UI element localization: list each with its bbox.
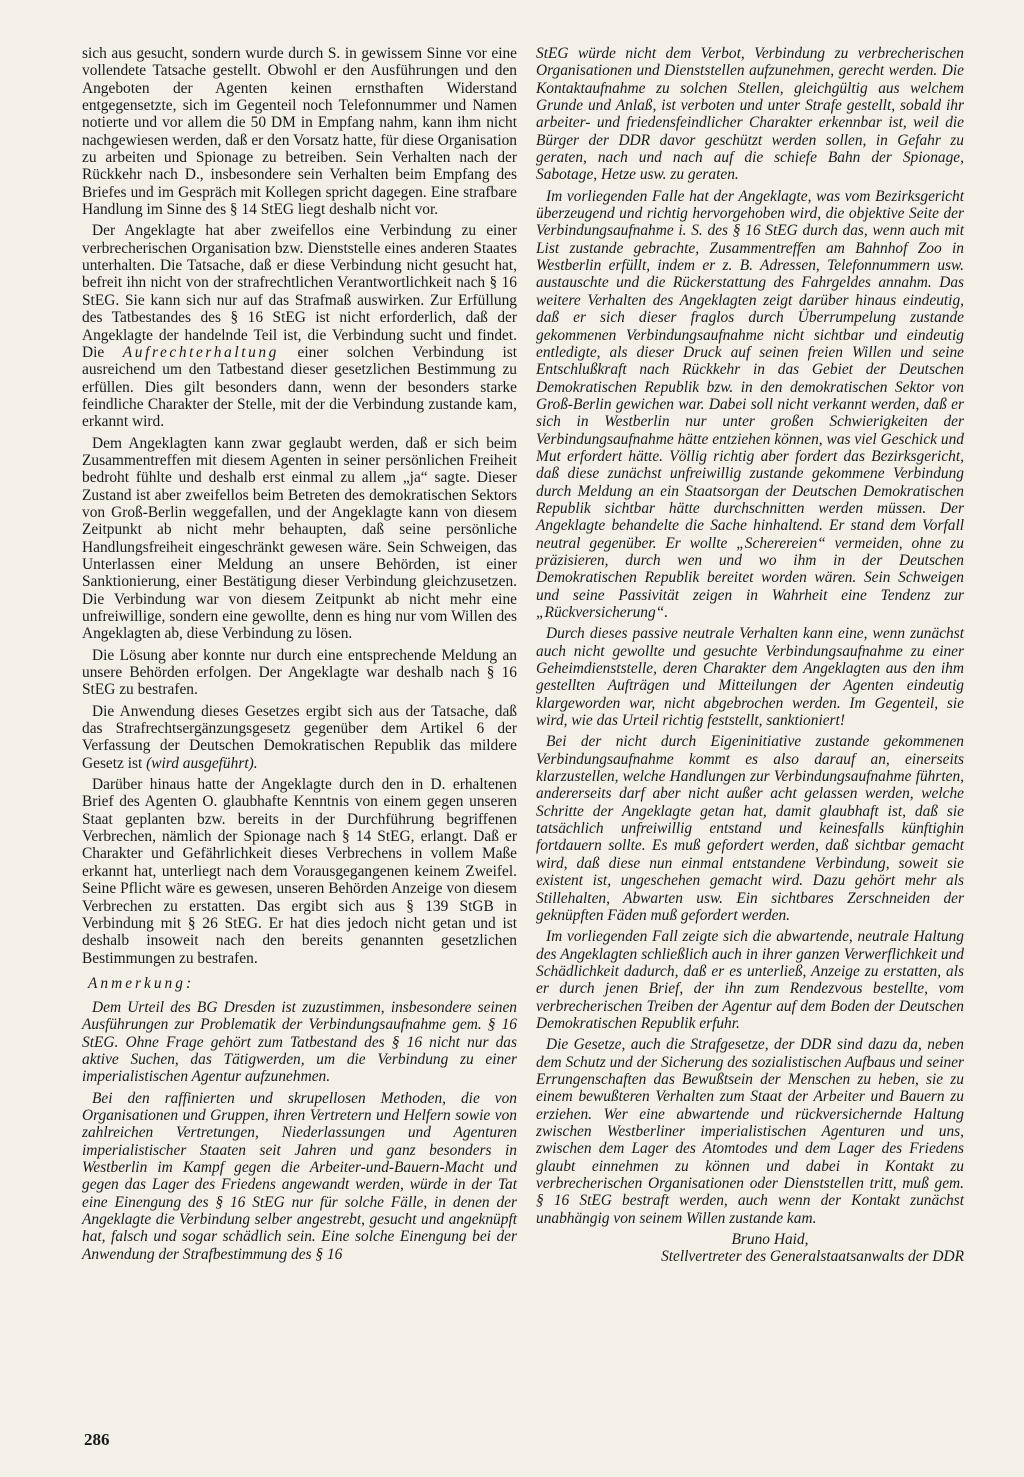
annotation-paragraph: Die Gesetze, auch die Strafgesetze, der DDR sind dazu da, neben dem Schutz und der Sicherung des sozialistischen Aufbaus und seiner Errungenschaften das Bewußtsein der Menschen zu heben, sie zu einem bewußteren Verhalten zum Staat der Arbeiter und Bauern zu erziehen. Wer eine abwartende und rückversichernde Haltung zwischen Westberliner imperialistischen Agenturen und uns, zwischen dem Lager des Atomtodes und dem Lager des Friedens glaubt einnehmen zu können und dabei in Kontakt zu verbrecherischen Organisationen oder Dienststellen tritt, muß gem. § 16 StEG bestraft werden, auch wenn der Kontakt zunächst unabhängig von seinem Willen zustande kam. bbox=[536, 1036, 964, 1227]
paragraph-text: Die Anwendung dieses Gesetzes ergibt sich aus der Tatsache, daß das Strafrechtsergänzungsgesetz gegenüber dem Artikel 6 der Verfassung der Deutschen Demokratischen Republik das mildere Gesetz ist bbox=[82, 702, 517, 772]
paragraph-text: Der Angeklagte hat aber zweifellos eine Verbindung zu einer verbrecherischen Organisation bzw. Dienststelle eines anderen Staates unterhalten. Die Tatsache, daß er diese Verbindung nicht gesucht hat, befreit ihn nicht von der strafrechtlichen Verantwortlichkeit nach § 16 StEG. Sie kann sich nur auf das Strafmaß auswirken. Zur Erfüllung des Tatbestandes des § 16 StEG ist nicht erforderlich, daß der Angeklagte der handelnde Teil ist, die Verbindung sucht und findet. Die bbox=[82, 222, 517, 361]
annotation-paragraph: Im vorliegenden Falle hat der Angeklagte, was vom Bezirksgericht überzeugend und richtig hervorgehoben wird, die objektive Seite der Verbindungsaufnahme i. S. des § 16 StEG durch das, wenn auch mit List zustande gebrachte, Zusammentreffen am Bahnhof Zoo in Westberlin erfüllt, indem er z. B. Adressen, Telefonnummern usw. austauschte und die Rückerstattung des Fahrgeldes annahm. Das weitere Verhalten des Angeklagten zeigt darüber hinaus eindeutig, daß er sich dieser fraglos durch Überrumpelung zustande gekommenen Verbindungsaufnahme nicht sichtbar und eindeutig entledigte, als dieser Druck auf seinen freien Willen und seine Entschlußkraft nach Rückkehr in das Gebiet der Deutschen Demokratischen Republik bzw. in den demokratischen Sektor von Groß-Berlin gewichen war. Dabei soll nicht verkannt werden, daß er sich in Westberlin nur unter großen Schwierigkeiten der Verbindungsaufnahme hätte entziehen können, was viel Geschick und Mut erfordert hätte. Völlig richtig aber fordert das Bezirksgericht, daß diese zunächst unfreiwillig zustande gekommene Verbindung durch Meldung an ein Staatsorgan der Deutschen Demokratischen Republik sichtbar hätte durchschnitten werden müssen. Der Angeklagte behandelte die Sache hinhaltend. Er stand dem Vorfall neutral gegenüber. Er wollte „Scherereien“ vermeiden, ohne zu präzisieren, durch wen und wo ihm in der Deutschen Demokratischen Republik bereitet worden wären. Sein Schweigen und seine Passivität zeigen in Wahrheit eine Tendenz zur „Rückversicherung“. bbox=[536, 187, 964, 621]
paragraph: Dem Angeklagten kann zwar geglaubt werden, daß er sich beim Zusammentreffen mit diesem Agenten in seiner persönlichen Freiheit bedroht fühlte und deshalb erst einmal zu allem „ja“ sagte. Dieser Zustand ist aber zweifellos beim Betreten des demokratischen Sektors von Groß-Berlin weggefallen, und der Angeklagte kann von diesem Zeitpunkt ab nicht mehr behaupten, daß seine persönliche Handlungsfreiheit eingeschränkt gewesen wäre. Sein Schweigen, das Unterlassen einer Meldung an unsere Behörden, ist einer Sanktionierung, einer Bestätigung dieser Verbindung gleichzusetzen. Die Verbindung war von diesem Zeitpunkt ab nicht mehr eine unfreiwillige, sondern eine gewollte, denn es hing nur vom Willen des Angeklagten ab, diese Verbindung zu lösen. bbox=[82, 434, 517, 643]
annotation-paragraph: Im vorliegenden Fall zeigte sich die abwartende, neutrale Haltung des Angeklagten schließlich auch in ihrer ganzen Verwerflichkeit und Schädlichkeit dadurch, daß er es unterließ, Anzeige zu erstatten, als er durch jenen Brief, der ihn zum Rendezvous bestellte, vom verbrecherischen Treiben der Agentur auf dem Boden der Deutschen Demokratischen Republik erfuhr. bbox=[536, 928, 964, 1032]
paragraph bbox=[82, 222, 517, 430]
annotation-paragraph: StEG würde nicht dem Verbot, Verbindung zu verbrecherischen Organisationen und Dienststellen aufzunehmen, gerecht werden. Die Kontaktaufnahme zu solchen Stellen, gleichgültig aus welchem Grunde und Anlaß, ist verboten und unter Strafe gestellt, sobald ihr arbeiter- und friedensfeindlicher Charakter erkennbar ist, weil die Bürger der DDR davor geschützt werden sollen, in Gefahr zu geraten, nach und nach auf die schiefe Bahn der Spionage, Sabotage, Hetze usw. zu geraten. bbox=[536, 45, 964, 184]
page-number: 286 bbox=[84, 1430, 110, 1449]
annotation-heading: Anmerkung: bbox=[88, 974, 195, 992]
paragraph-text: einer solchen Verbindung ist ausreichend um den Tatbestand dieser gesetzlichen Bestimmung zu erfüllen. Dies gilt besonders dann, wenn der besonders starke feindliche Charakter der Stelle, mit der die Verbindung zustande kam, erkannt wird. bbox=[82, 343, 517, 431]
paragraph bbox=[82, 703, 517, 772]
signature-title: Stellvertreter des Generalstaatsanwalts der DDR bbox=[661, 1248, 964, 1266]
annotation-paragraph: Bei den raffinierten und skrupellosen Methoden, die von Organisationen und Gruppen, ihren Vertretern und Helfern sowie von zahlreichen Vertretungen, Niederlassungen und Agenturen imperialistischer Staaten seit Jahren und ganz besonders in Westberlin im Kampf gegen die Arbeiter-und-Bauern-Macht und gegen das Lager des Friedens angewandt werden, würde in der Tat eine Einengung des § 16 StEG nur für solche Fälle, in denen der Angeklagte die Verbindung selber angestrebt, gesucht und angeknüpft hat, falsch und sogar schädlich sein. Eine solche Einengung bei der Anwendung der Strafbestimmung des § 16 bbox=[82, 1089, 517, 1263]
left-column bbox=[82, 45, 517, 1267]
signature-name: Bruno Haid, bbox=[731, 1231, 809, 1249]
annotation-paragraph: Dem Urteil des BG Dresden ist zuzustimmen, insbesondere seinen Ausführungen zur Problematik der Verbindungsaufnahme gem. § 16 StEG. Ohne Frage gehört zum Tatbestand des § 16 nicht nur das aktive Suchen, das Tätigwerden, um die Verbindung zu einer imperialistischen Agentur aufzunehmen. bbox=[82, 998, 517, 1086]
annotation-paragraph: Bei der nicht durch Eigeninitiative zustande gekommenen Verbindungsaufnahme kommt es also darauf an, einerseits klarzustellen, welche Handlungen zur Verbindungsaufnahme führten, andererseits darf aber nicht außer acht gelassen werden, welche Schritte der Angeklagte getan hat, damit glaubhaft ist, daß sie tatsächlich unfreiwillig entstand und keinesfalls künftighin fortdauern sollte. Es muß gefordert werden, daß sichtbar gemacht wird, daß diese nun einmal entstandene Verbindung, soweit sie existent ist, ungeschehen gemacht wird. Dazu gehört mehr als Stillehalten, Abwarten usw. Ein sichtbares Zerschneiden der geknüpften Fäden muß gefordert werden. bbox=[536, 733, 964, 924]
paragraph: Die Lösung aber konnte nur durch eine entsprechende Meldung an unsere Behörden erfolgen. Der Angeklagte war deshalb nach § 16 StEG zu bestrafen. bbox=[82, 646, 517, 699]
italic-note: (wird ausgeführt). bbox=[146, 754, 258, 772]
paragraph: sich aus gesucht, sondern wurde durch S. in gewissem Sinne vor eine vollendete Tatsache gestellt. Obwohl er den Ausführungen und den Angeboten der Agenten keinen ernsthaften Widerstand entgegensetzte, sich im Gegenteil noch Telefonnummer und Namen notierte und vor allem die 50 DM in Empfang nahm, kann ihm nicht nachgewiesen werden, daß er den Vorsatz hatte, für diese Organisation zu arbeiten und Spionage zu betreiben. Sein Verhalten nach der Rückkehr nach D., insbesondere sein Verhalten beim Empfang des Briefes und im Gespräch mit Kollegen spricht dagegen. Eine strafbare Handlung im Sinne des § 14 StEG liegt deshalb nicht vor. bbox=[82, 45, 517, 219]
annotation-body bbox=[82, 999, 517, 1263]
right-column bbox=[536, 45, 964, 1266]
annotation-paragraph: Durch dieses passive neutrale Verhalten kann eine, wenn zunächst auch nicht gewollte und gesuchte Verbindungsaufnahme zu einer Geheimdienststelle, deren Charakter dem Angeklagten aus den ihm gestellten Aufträgen und Mitteilungen der Agenten eindeutig klargeworden war, nicht abgebrochen werden. Im Gegenteil, sie wird, wie das Urteil richtig feststellt, sanktioniert! bbox=[536, 625, 964, 730]
emphasized-term: Aufrechterhaltung bbox=[122, 343, 279, 361]
paragraph: Darüber hinaus hatte der Angeklagte durch den in D. erhaltenen Brief des Agenten O. glaubhafte Kenntnis von einem gegen unseren Staat geplanten bzw. bereits in der Durchführung begriffenen Verbrechen, nämlich der Spionage nach § 14 StEG, erlangt. Daß er Charakter und Gefährlichkeit dieses Verbrechens in vollem Maße erkannt hat, unterliegt nach dem Vorausgegangenen keinem Zweifel. Seine Pflicht wäre es gewesen, unseren Behörden Anzeige von diesem Verbrechen zu erstatten. Das ergibt sich aus § 139 StGB in Verbindung mit § 26 StEG. Er hat dies jedoch nicht getan und ist deshalb insoweit nach den bereits genannten gesetzlichen Bestimmungen zu bestrafen. bbox=[82, 776, 517, 967]
